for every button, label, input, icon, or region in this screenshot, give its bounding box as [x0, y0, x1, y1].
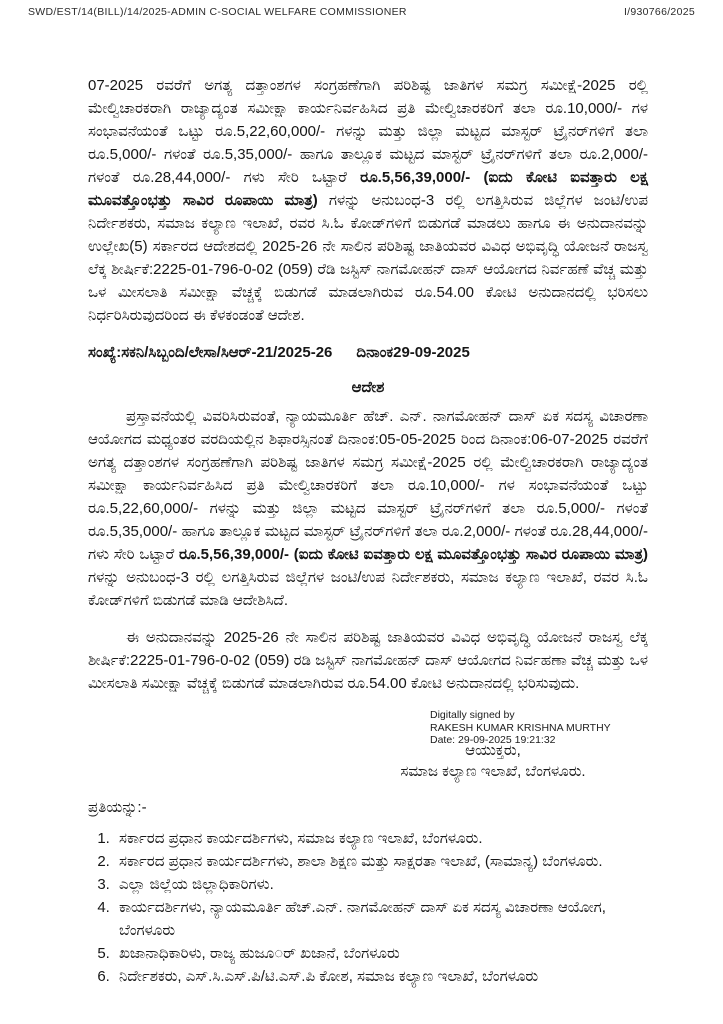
- header-file-reference: SWD/EST/14(BILL)/14/2025-ADMIN C-SOCIAL WELFARE COMMISSIONER: [28, 6, 407, 18]
- paragraph-budget-head: ಈ ಅನುದಾನವನ್ನು 2025-26 ನೇ ಸಾಲಿನ ಪರಿಶಿಷ್ಟ ಜಾತಿಯವರ ವಿವಿಧ ಅಭಿವೃದ್ಧಿ ಯೋಜನೆ ರಾಜಸ್ವ ಲೆಕ್ಕ ಶೀರ್ಷಿಕೆ:2225-01-796-0-02 (059) ರಡಿ ಜಸ್ಟಿಸ್ ನಾಗಮೋಹನ್ ದಾಸ್ ಆಯೋಗದ ನಿರ್ವಹಣಾ ವೆಚ್ಚ ಮತ್ತು ಒಳ ಮೀಸಲಾತಿ ಸಮೀಕ್ಷಾ ವೆಚ್ಚಕ್ಕೆ ಬಿಡುಗಡೆ ಮಾಡಲಾಗಿರುವ ರೂ.54.00 ಕೋಟಿ ಅನುದಾನದಲ್ಲಿ ಭರಿಸುವುದು.: [88, 629, 648, 692]
- order-number-line: [88, 341, 648, 364]
- order-detail-amount-bold: ರೂ.5,56,39,000/- (ಐದು ಕೋಟಿ ಐವತ್ತಾರು ಲಕ್ಷ ಮೂವತ್ತೊಂಭತ್ತು ಸಾವಿರ ರೂಪಾಯಿ ಮಾತ್ರ): [178, 546, 648, 563]
- digital-signature-name: RAKESH KUMAR KRISHNA MURTHY: [430, 721, 611, 734]
- copies-list-item: 1. ಸರ್ಕಾರದ ಪ್ರಧಾನ ಕಾರ್ಯದರ್ಶಿಗಳು, ಸಮಾಜ ಕಲ್ಯಾಣ ಇಲಾಖೆ, ಬೆಂಗಳೂರು.: [114, 827, 648, 850]
- paragraph-order-detail: [88, 405, 648, 612]
- copies-list-item: 4. ಕಾರ್ಯದರ್ಶಿಗಳು, ನ್ಯಾಯಮೂರ್ತಿ ಹೆಚ್.ಎನ್. ನಾಗಮೋಹನ್ ದಾಸ್ ಏಕ ಸದಸ್ಯ ವಿಚಾರಣಾ ಆಯೋಗ, ಬೆಂಗಳೂರು: [114, 896, 648, 942]
- header-document-id: I/930766/2025: [623, 6, 695, 18]
- page-header: [28, 6, 695, 18]
- copies-list-item: 6. ನಿರ್ದೇಶಕರು, ಎಸ್.ಸಿ.ಎಸ್.ಪಿ/ಟಿ.ಎಸ್.ಪಿ ಕೋಶ, ಸಮಾಜ ಕಲ್ಯಾಣ ಇಲಾಖೆ, ಬೆಂಗಳೂರು: [114, 965, 648, 988]
- document-body: [88, 74, 648, 988]
- order-number: ಸಂಖ್ಯೆ:ಸಕನಿ/ಸಿಬ್ಬಂದಿ/ಲೇಸಾ/ಸಿಆರ್-21/2025-26: [88, 344, 333, 361]
- copies-list-item: 3. ಎಲ್ಲಾ ಜಿಲ್ಲೆಯ ಜಿಲ್ಲಾಧಿಕಾರಿಗಳು.: [114, 873, 648, 896]
- copies-list: [88, 827, 648, 988]
- digital-signature-line1: Digitally signed by: [430, 709, 515, 721]
- order-heading: ಆದೇಶ: [351, 379, 385, 396]
- preamble-text-post: ಗಳನ್ನು ಅನುಬಂಧ-3 ರಲ್ಲಿ ಲಗತ್ತಿಸಿರುವ ಜಿಲ್ಲೆಗಳ ಜಂಟಿ/ಉಪ ನಿರ್ದೇಶಕರು, ಸಮಾಜ ಕಲ್ಯಾಣ ಇಲಾಖೆ, ರವರ ಸಿ.ಓ ಕೋಡ್‌ಗಳಿಗೆ ಬಿಡುಗಡೆ ಮಾಡಲು ಹಾಗೂ ಈ ಅನುದಾನವನ್ನು ಉಲ್ಲೇಖ(5) ಸರ್ಕಾರದ ಆದೇಶದಲ್ಲಿ 2025-26 ನೇ ಸಾಲಿನ ಪರಿಶಿಷ್ಟ ಜಾತಿಯವರ ವಿವಿಧ ಅಭಿವೃದ್ಧಿ ಯೋಜನೆ ರಾಜಸ್ವ ಲೆಕ್ಕ ಶೀರ್ಷಿಕೆ:2225-01-796-0-02 (059) ರೆಡಿ ಜಸ್ಟಿಸ್ ನಾಗಮೋಹನ್ ದಾಸ್ ಆಯೋಗದ ನಿರ್ವಹಣೆ ವೆಚ್ಚ ಮತ್ತು ಒಳ ಮೀಸಲಾತಿ ಸಮೀಕ್ಷಾ ವೆಚ್ಚಕ್ಕೆ ಬಿಡುಗಡೆ ಮಾಡಲಾಗಿರುವ ರೂ.54.00 ಕೋಟಿ ಅನುದಾನದಲ್ಲಿ ಭರಿಸಲು ನಿರ್ಧರಿಸಿರುವುದರಿಂದ ಈ ಕೆಳಕಂಡಂತೆ ಆದೇಶ.: [88, 192, 648, 324]
- paragraph-preamble-continuation: [88, 74, 648, 327]
- signatory-designation: ಆಯುಕ್ತರು,: [465, 741, 521, 759]
- signatory-department: ಸಮಾಜ ಕಲ್ಯಾಣ ಇಲಾಖೆ, ಬೆಂಗಳೂರು.: [400, 762, 586, 780]
- digital-signature-date: Date: 29-09-2025 19:21:32: [430, 734, 556, 746]
- signature-block: [338, 709, 648, 782]
- copies-label: ಪ್ರತಿಯನ್ನು:-: [88, 798, 147, 816]
- order-date: ದಿನಾಂಕ29-09-2025: [356, 344, 470, 361]
- preamble-text-pre: 07-2025 ರವರೆಗೆ ಅಗತ್ಯ ದತ್ತಾಂಶಗಳ ಸಂಗ್ರಹಣೆಗಾಗಿ ಪರಿಶಿಷ್ಟ ಜಾತಿಗಳ ಸಮಗ್ರ ಸಮೀಕ್ಷೆ-2025 ರಲ್ಲಿ ಮೇಲ್ವಿಚಾರಕರಾಗಿ ರಾಜ್ಯಾದ್ಯಂತ ಸಮೀಕ್ಷಾ ಕಾರ್ಯನಿರ್ವಹಿಸಿದ ಪ್ರತಿ ಮೇಲ್ವಿಚಾರಕರಿಗೆ ತಲಾ ರೂ.10,000/- ಗಳ ಸಂಭಾವನೆಯಂತೆ ಒಟ್ಟು ರೂ.5,22,60,000/- ಗಳನ್ನು ಮತ್ತು ಜಿಲ್ಲಾ ಮಟ್ಟದ ಮಾಸ್ಟರ್ ಟ್ರೈನರ್‌ಗಳಿಗೆ ತಲಾ ರೂ.5,000/- ಗಳಂತೆ ರೂ.5,35,000/- ಹಾಗೂ ತಾಲ್ಲೂಕ ಮಟ್ಟದ ಮಾಸ್ಟರ್ ಟ್ರೈನರ್‌ಗಳಿಗೆ ತಲಾ ರೂ.2,000/- ಗಳಂತೆ ರೂ.28,44,000/- ಗಳು ಸೇರಿ ಒಟ್ಟಾರೆ: [88, 77, 648, 186]
- copies-list-item: 5. ಖಜಾನಾಧಿಕಾರಿಳು, ರಾಜ್ಯ ಹುಜೂ◌ರ್ ಖಜಾನೆ, ಬೆಂಗಳೂರು: [114, 942, 648, 965]
- order-detail-text-post: ಗಳನ್ನು ಅನುಬಂಧ-3 ರಲ್ಲಿ ಲಗತ್ತಿಸಿರುವ ಜಿಲ್ಲೆಗಳ ಜಂಟಿ/ಉಪ ನಿರ್ದೇಶಕರು, ಸಮಾಜ ಕಲ್ಯಾಣ ಇಲಾಖೆ, ರವರ ಸಿ.ಓ ಕೋಡ್‌ಗಳಿಗೆ ಬಿಡುಗಡೆ ಮಾಡಿ ಆದೇಶಿಸಿದೆ.: [88, 569, 648, 609]
- copies-list-item: 2. ಸರ್ಕಾರದ ಪ್ರಧಾನ ಕಾರ್ಯದರ್ಶಿಗಳು, ಶಾಲಾ ಶಿಕ್ಷಣ ಮತ್ತು ಸಾಕ್ಷರತಾ ಇಲಾಖೆ, (ಸಾಮಾನ್ಯ) ಬೆಂಗಳೂರು.: [114, 850, 648, 873]
- copies-section: [88, 796, 648, 988]
- total-amount-bold: ರೂ.5,56,39,000/- (ಐದು ಕೋಟಿ ಐವತ್ತಾರು ಲಕ್ಷ ಮೂವತ್ತೊಂಭತ್ತು ಸಾವಿರ ರೂಪಾಯಿ ಮಾತ್ರ): [88, 169, 648, 209]
- order-detail-text-pre: ಪ್ರಸ್ತಾವನೆಯಲ್ಲಿ ವಿವರಿಸಿರುವಂತೆ, ನ್ಯಾಯಮೂರ್ತಿ ಹೆಚ್. ಎನ್. ನಾಗಮೋಹನ್ ದಾಸ್ ಏಕ ಸದಸ್ಯ ವಿಚಾರಣಾ ಆಯೋಗದ ಮಧ್ಯಂತರ ವರದಿಯಲ್ಲಿನ ಶಿಫಾರಸ್ಸಿನಂತೆ ದಿನಾಂಕ:05-05-2025 ರಿಂದ ದಿನಾಂಕ:06-07-2025 ರವರೆಗೆ ಅಗತ್ಯ ದತ್ತಾಂಶಗಳ ಸಂಗ್ರಹಣೆಗಾಗಿ ಪರಿಶಿಷ್ಟ ಜಾತಿಗಳ ಸಮಗ್ರ ಸಮೀಕ್ಷೆ-2025 ರಲ್ಲಿ ಮೇಲ್ವಿಚಾರಕರಾಗಿ ರಾಜ್ಯಾದ್ಯಂತ ಸಮೀಕ್ಷಾ ಕಾರ್ಯನಿರ್ವಹಿಸಿದ ಪ್ರತಿ ಮೇಲ್ವಿಚಾರಕರಿಗೆ ತಲಾ ರೂ.10,000/- ಗಳ ಸಂಭಾವನೆಯಂತೆ ಒಟ್ಟು ರೂ.5,22,60,000/- ಗಳನ್ನು ಮತ್ತು ಜಿಲ್ಲಾ ಮಟ್ಟದ ಮಾಸ್ಟರ್ ಟ್ರೈನರ್‌ಗಳಿಗೆ ತಲಾ ರೂ.5,000/- ಗಳಂತೆ ರೂ.5,35,000/- ಹಾಗೂ ತಾಲ್ಲೂಕ ಮಟ್ಟದ ಮಾಸ್ಟರ್ ಟ್ರೈನರ್‌ಗಳಿಗೆ ತಲಾ ರೂ.2,000/- ಗಳಂತೆ ರೂ.28,44,000/- ಗಳು ಸೇರಿ ಒಟ್ಟಾರೆ: [88, 408, 648, 563]
